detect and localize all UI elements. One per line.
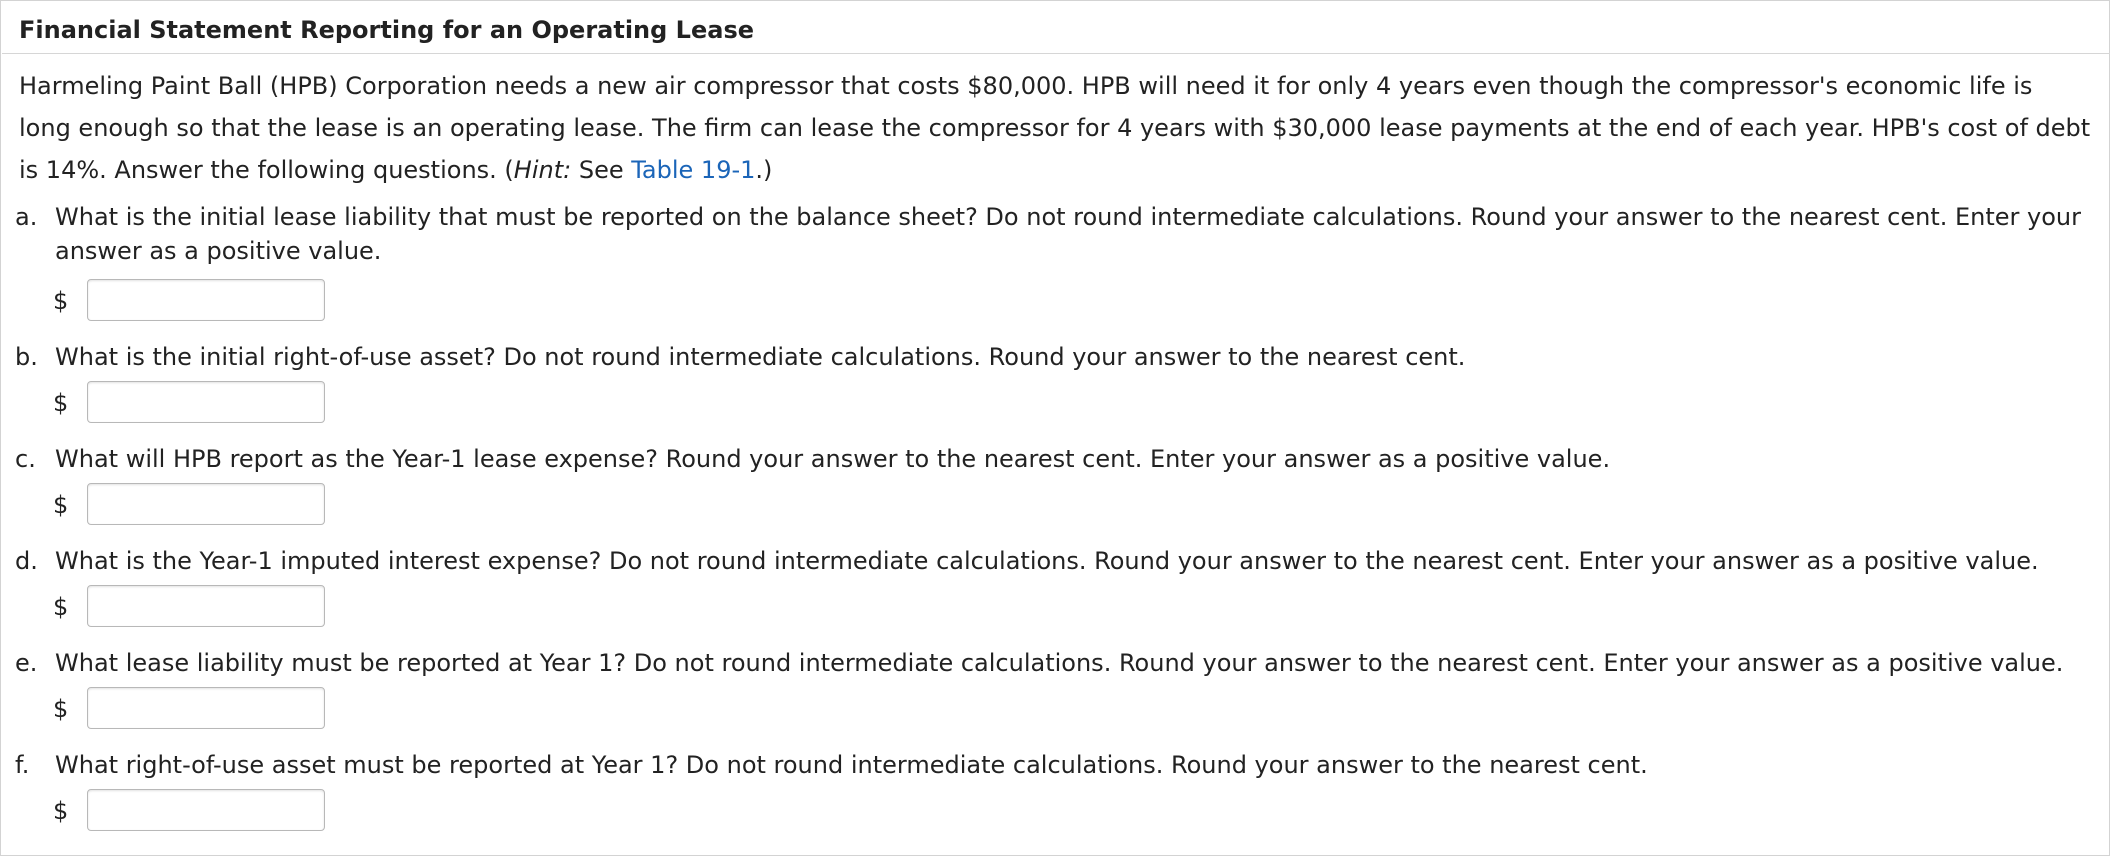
question-b-dollar-sign: $ bbox=[53, 389, 69, 417]
statement-line-3-text: is 14%. Answer the following questions. ( bbox=[19, 156, 514, 184]
statement-line-3 bbox=[19, 149, 2090, 191]
statement-line-1: Harmeling Paint Ball (HPB) Corporation needs a new air compressor that costs $80,000. HPB will need it for only 4 years even though the compressor's economic life is bbox=[19, 72, 2033, 100]
question-b-answer-input[interactable] bbox=[87, 381, 325, 423]
question-d-text bbox=[55, 544, 2039, 578]
question-a-text bbox=[55, 200, 2081, 268]
question-f-line-1: What right-of-use asset must be reported at Year 1? Do not round intermediate calculations. Round your answer to the nearest cent. bbox=[55, 751, 1648, 779]
question-f-letter: f. bbox=[15, 751, 30, 779]
question-c-line-1: What will HPB report as the Year-1 lease expense? Round your answer to the nearest cent. Enter your answer as a positive value. bbox=[55, 445, 1611, 473]
question-d-line-1: What is the Year-1 imputed interest expense? Do not round intermediate calculations. Round your answer to the nearest cent. Enter your answer as a positive value. bbox=[55, 547, 2039, 575]
see-text: See bbox=[571, 156, 632, 184]
question-c-letter: c. bbox=[15, 445, 36, 473]
question-b-line-1: What is the initial right-of-use asset? Do not round intermediate calculations. Round your answer to the nearest cent. bbox=[55, 343, 1466, 371]
question-a-line-2: answer as a positive value. bbox=[55, 237, 382, 265]
title-divider bbox=[2, 53, 2110, 54]
question-a-dollar-sign: $ bbox=[53, 287, 69, 315]
question-e-answer-input[interactable] bbox=[87, 687, 325, 729]
question-e-line-1: What lease liability must be reported at Year 1? Do not round intermediate calculations. Round your answer to the nearest cent. Enter your answer as a positive value. bbox=[55, 649, 2064, 677]
problem-title: Financial Statement Reporting for an Operating Lease bbox=[19, 16, 754, 44]
question-e-letter: e. bbox=[15, 649, 38, 677]
question-e-dollar-sign: $ bbox=[53, 695, 69, 723]
question-b-letter: b. bbox=[15, 343, 38, 371]
table-19-1-link[interactable]: Table 19-1 bbox=[631, 156, 756, 184]
question-a-line-1: What is the initial lease liability that must be reported on the balance sheet? Do not round intermediate calculations. Round your answer to the nearest cent. Enter your bbox=[55, 203, 2082, 231]
question-c-dollar-sign: $ bbox=[53, 491, 69, 519]
question-d-answer-input[interactable] bbox=[87, 585, 325, 627]
question-f-dollar-sign: $ bbox=[53, 797, 69, 825]
statement-line-3-end: .) bbox=[755, 156, 773, 184]
question-c-answer-input[interactable] bbox=[87, 483, 325, 525]
question-f-answer-input[interactable] bbox=[87, 789, 325, 831]
statement-line-2: long enough so that the lease is an operating lease. The firm can lease the compressor for 4 years with $30,000 lease payments at the end of each year. HPB's cost of debt bbox=[19, 114, 2091, 142]
question-a-answer-input[interactable] bbox=[87, 279, 325, 321]
hint-label: Hint: bbox=[513, 156, 572, 184]
problem-statement bbox=[19, 65, 2090, 191]
question-b-text bbox=[55, 340, 1465, 374]
question-c-text bbox=[55, 442, 1610, 476]
question-d-dollar-sign: $ bbox=[53, 593, 69, 621]
question-a-letter: a. bbox=[15, 203, 38, 231]
question-d-letter: d. bbox=[15, 547, 38, 575]
question-f-text bbox=[55, 748, 1648, 782]
question-e-text bbox=[55, 646, 2063, 680]
